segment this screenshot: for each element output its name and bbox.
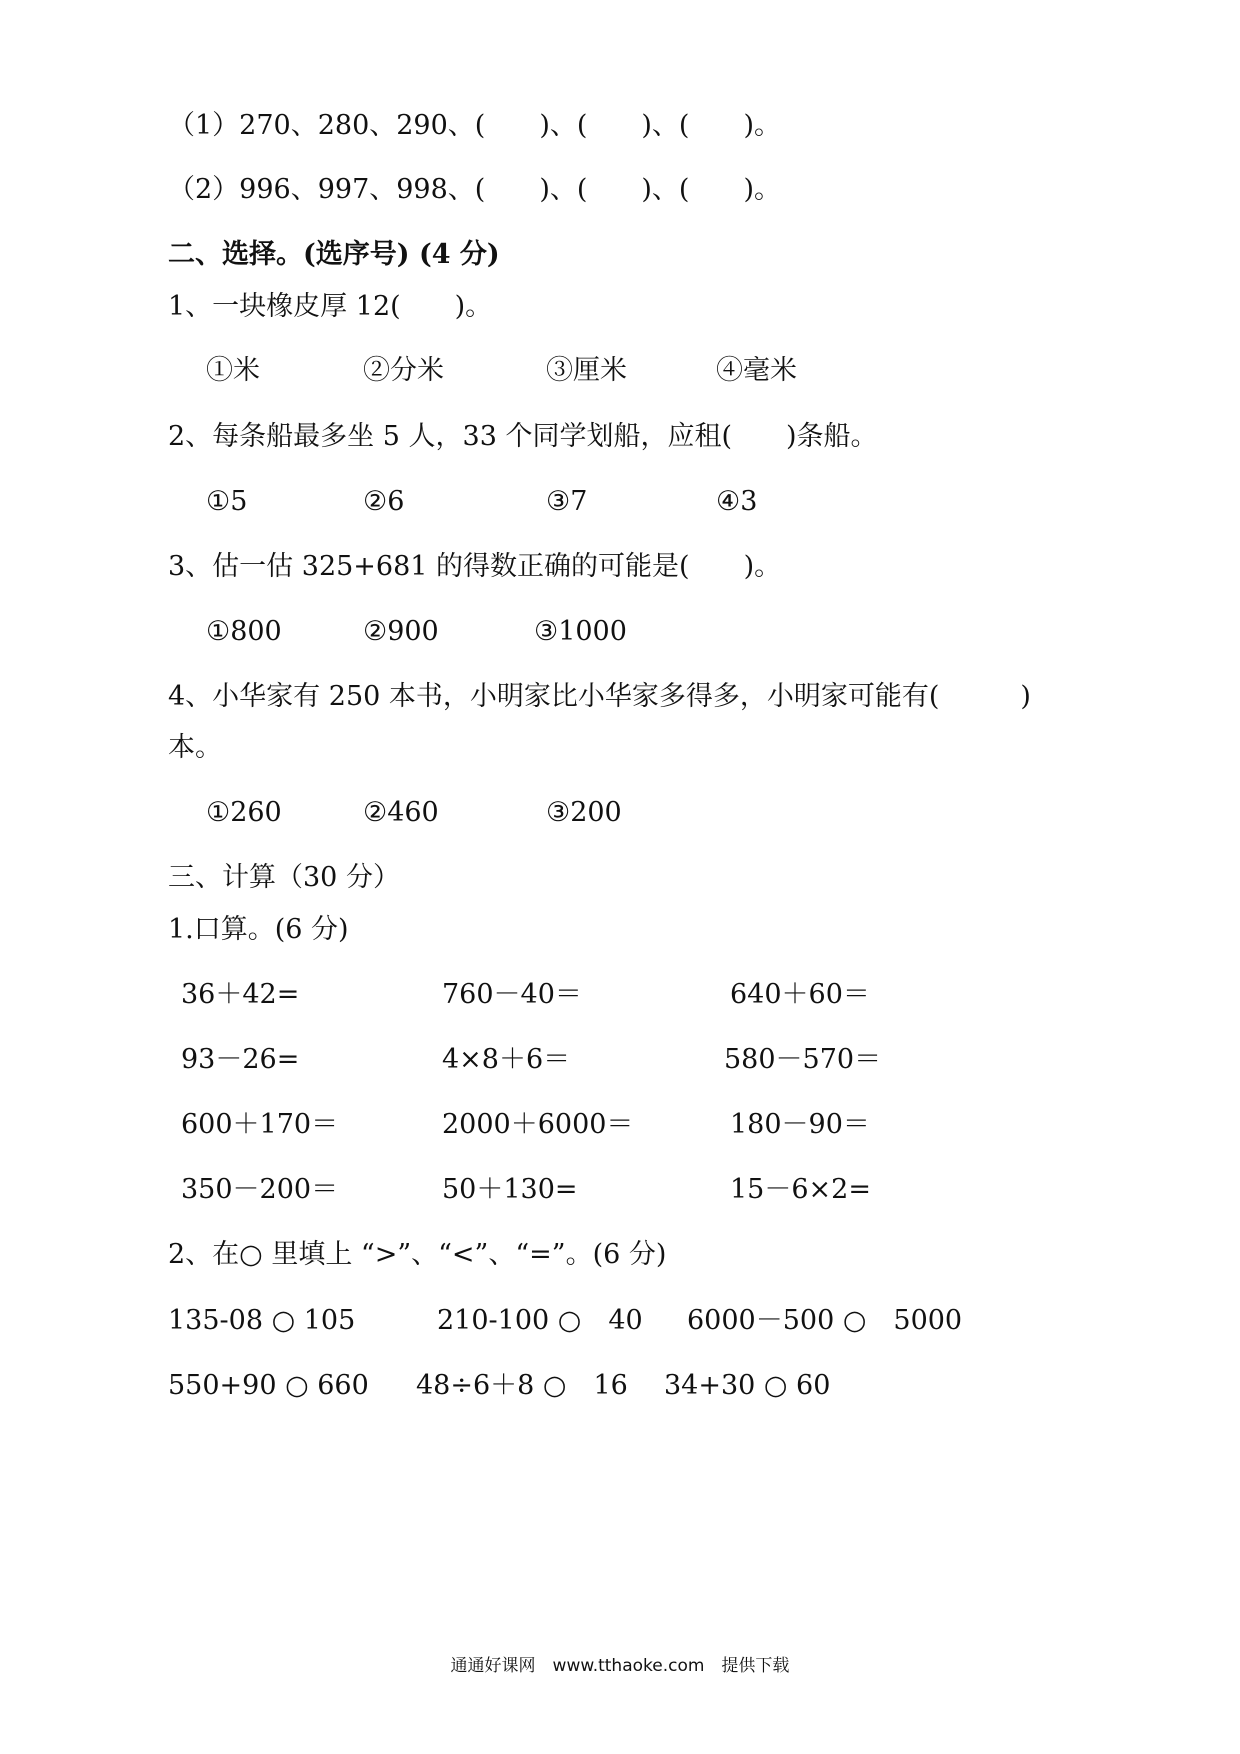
q3-option-1: ①800 bbox=[206, 616, 282, 647]
q3-stem: 3、估一估 325+681 的得数正确的可能是( )。 bbox=[168, 551, 782, 582]
oral-item: 600＋170＝ bbox=[181, 1109, 339, 1140]
oral-item: 93－26= bbox=[181, 1044, 300, 1075]
page-footer: 通通好课网 www.tthaoke.com 提供下载 bbox=[450, 1656, 790, 1676]
q1-option-2: ②分米 bbox=[363, 355, 444, 386]
compare-item: 6000－500 ○ 5000 bbox=[687, 1305, 963, 1336]
oral-item: 580－570＝ bbox=[724, 1044, 882, 1075]
q3-option-2: ②900 bbox=[363, 616, 439, 647]
sequence-line-1: （1）270、280、290、( )、( )、( )。 bbox=[168, 110, 781, 141]
q1-option-3: ③厘米 bbox=[546, 355, 627, 386]
oral-item: 760－40＝ bbox=[442, 979, 582, 1010]
oral-item: 15－6×2= bbox=[730, 1174, 871, 1205]
compare-item: 210-100 ○ 40 bbox=[437, 1305, 643, 1336]
q2-option-2: ②6 bbox=[363, 486, 405, 517]
q3-option-3: ③1000 bbox=[534, 616, 627, 647]
compare-item: 550+90 ○ 660 bbox=[168, 1370, 369, 1401]
sequence-line-2: （2）996、997、998、( )、( )、( )。 bbox=[168, 174, 781, 205]
q4-option-3: ③200 bbox=[546, 797, 622, 828]
q1-stem: 1、一块橡皮厚 12( )。 bbox=[168, 291, 493, 322]
q2-option-3: ③7 bbox=[546, 486, 588, 517]
q4-stem-line1: 4、小华家有 250 本书，小明家比小华家多得多，小明家可能有( ) bbox=[168, 681, 1031, 712]
q4-option-2: ②460 bbox=[363, 797, 439, 828]
oral-item: 180－90＝ bbox=[730, 1109, 870, 1140]
compare-item: 34+30 ○ 60 bbox=[664, 1370, 831, 1401]
oral-title: 1.口算。(6 分) bbox=[168, 914, 349, 945]
oral-item: 640＋60＝ bbox=[730, 979, 870, 1010]
q2-option-1: ①5 bbox=[206, 486, 248, 517]
q2-stem: 2、每条船最多坐 5 人，33 个同学划船，应租( )条船。 bbox=[168, 421, 878, 452]
compare-title: 2、在○ 里填上 “>”、“<”、“=”。(6 分) bbox=[168, 1239, 667, 1270]
oral-item: 4×8＋6＝ bbox=[442, 1044, 571, 1075]
oral-item: 36＋42= bbox=[181, 979, 300, 1010]
q4-stem-line2: 本。 bbox=[168, 732, 222, 763]
q1-option-1: ①米 bbox=[206, 355, 260, 386]
q4-option-1: ①260 bbox=[206, 797, 282, 828]
q2-option-4: ④3 bbox=[716, 486, 758, 517]
compare-item: 48÷6＋8 ○ 16 bbox=[416, 1370, 628, 1401]
oral-item: 350－200＝ bbox=[181, 1174, 339, 1205]
oral-item: 50＋130= bbox=[442, 1174, 578, 1205]
section2-title: 二、选择。(选序号) (4 分) bbox=[168, 239, 500, 270]
section3-title: 三、计算（30 分） bbox=[168, 862, 400, 893]
oral-item: 2000＋6000＝ bbox=[442, 1109, 634, 1140]
q1-option-4: ④毫米 bbox=[716, 355, 797, 386]
compare-item: 135-08 ○ 105 bbox=[168, 1305, 356, 1336]
